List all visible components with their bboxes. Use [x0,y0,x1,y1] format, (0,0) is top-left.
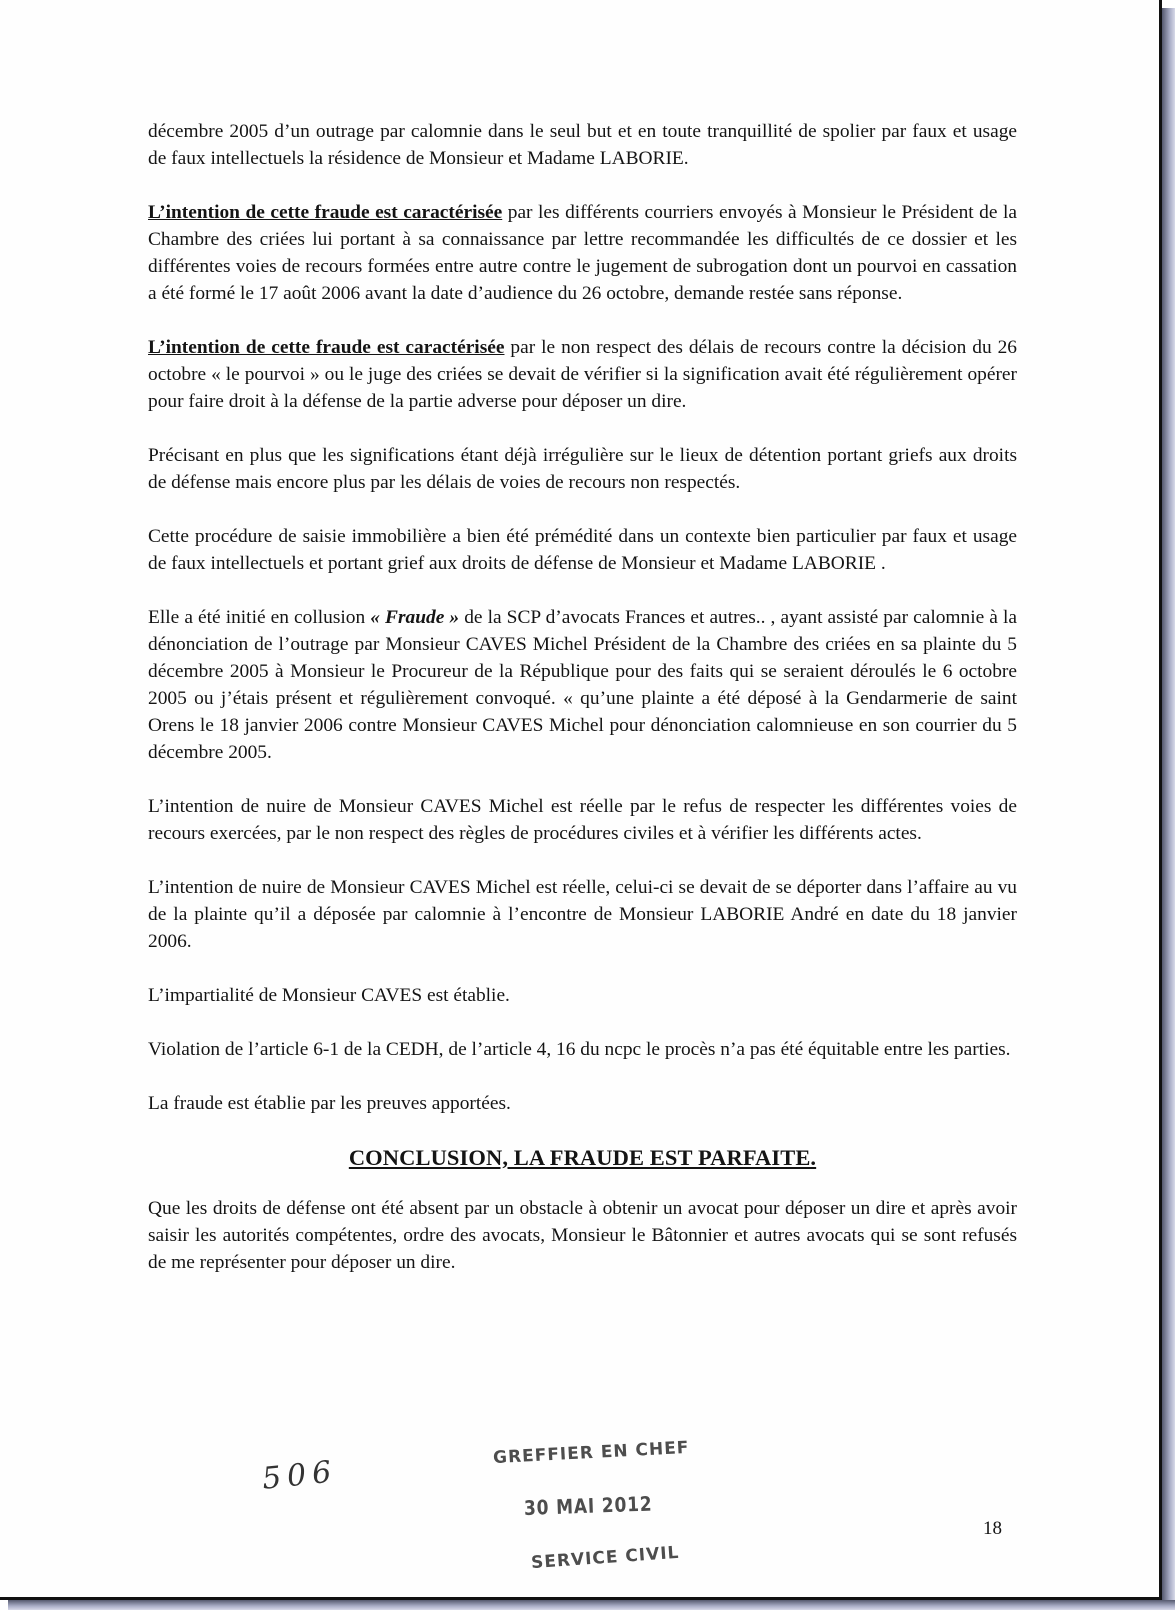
page-shadow-bottom [8,1600,1175,1610]
paragraph-4 [148,442,1017,496]
fraude-emphasis: Fraude [385,607,445,628]
paragraph-9 [148,982,1017,1009]
paragraph-text: La fraude est établie par les preuves apportées. [148,1093,511,1114]
paragraph-lead: L’intention de cette fraude est caractérisée [148,202,503,223]
paragraph-10 [148,1036,1017,1063]
paragraph-text: Précisant en plus que les significations étant déjà irrégulière sur le lieux de détention portant griefs aux droits de défense mais encore plus par les délais de voies de recours non respectés. [148,445,1017,493]
paragraph-8 [148,874,1017,955]
handwritten-annotation: 506 [260,1454,339,1497]
stamp-service: SERVICE CIVIL [530,1542,681,1574]
stamp-greffier: GREFFIER EN CHEF [492,1437,690,1469]
page-shadow-right [1162,8,1175,1610]
paragraph-text: Cette procédure de saisie immobilière a bien été prémédité dans un contexte bien particulier par faux et usage de faux intellectuels et portant grief aux droits de défense de Monsieur et Madame LABORIE . [148,526,1017,574]
page-number: 18 [983,1518,1002,1539]
paragraph-text-after: de la SCP d’avocats Frances et autres.. , ayant assisté par calomnie à la dénonciation de l’outrage par Monsieur CAVES Michel Président de la Chambre des criées en sa plainte du 5 décembre 2005 à Monsieur le Procureur de la République pour des faits qui se seraient déroulés le 6 octobre 2005 ou j’étais présent et régulièrement convoqué. « qu’une plainte a été déposé à la Gendarmerie de saint Orens le 18 janvier 2006 contre Monsieur CAVES Michel pour dénonciation calomnieuse en son courrier du 5 décembre 2005. [148,607,1017,763]
paragraph-text: L’intention de nuire de Monsieur CAVES Michel est réelle, celui-ci se devait de se déporter dans l’affaire au vu de la plainte qu’il a déposée par calomnie à l’encontre de Monsieur LABORIE André en date du 18 janvier 2006. [148,877,1017,952]
paragraph-7 [148,793,1017,847]
paragraph-1 [148,118,1017,172]
paragraph-collusion [148,604,1017,766]
paragraph-text: L’intention de nuire de Monsieur CAVES Michel est réelle par le refus de respecter les différentes voies de recours exercées, par le non respect des règles de procédures civiles et à vérifier les différents actes. [148,796,1017,844]
paragraph-text: Que les droits de défense ont été absent par un obstacle à obtenir un avocat pour déposer un dire et après avoir saisir les autorités compétentes, ordre des avocats, Monsieur le Bâtonnier et autres avocats qui se sont refusés de me représenter pour déposer un dire. [148,1198,1017,1273]
paragraph-lead: L’intention de cette fraude est caractérisée [148,337,505,358]
paragraph-text-before: Elle a été initié en collusion [148,607,371,628]
paragraph-text: L’impartialité de Monsieur CAVES est établie. [148,985,510,1006]
paragraph-2 [148,199,1017,307]
quote-close: » [444,607,460,628]
paragraph-11 [148,1090,1017,1117]
paragraph-final [148,1195,1017,1276]
conclusion-heading: CONCLUSION, LA FRAUDE EST PARFAITE. [348,1145,817,1170]
paragraph-text: Violation de l’article 6-1 de la CEDH, de l’article 4, 16 du ncpc le procès n’a pas été équitable entre les parties. [148,1039,1011,1060]
paragraph-text: décembre 2005 d’un outrage par calomnie dans le seul but et en toute tranquillité de spolier par faux et usage de faux intellectuels la résidence de Monsieur et Madame LABORIE. [148,121,1017,169]
stamp-date: 30 MAI 2012 [523,1491,653,1520]
paragraph-3 [148,334,1017,415]
quote-open: « [370,607,386,628]
document-body [148,118,1017,1276]
paragraph-text: par le non respect des délais de recours contre la décision du 26 octobre « le pourvoi » ou le juge des criées se devait de vérifier si la signification avait été régulièrement opérer pour faire droit à la défense de la partie adverse pour déposer un dire. [148,337,1017,412]
paragraph-text: par les différents courriers envoyés à Monsieur le Président de la Chambre des criées lui portant à sa connaissance par lettre recommandée les difficultés de ce dossier et les différentes voies de recours formées entre autre contre le jugement de subrogation dont un pourvoi en cassation a été formé le 17 août 2006 avant la date d’audience du 26 octobre, demande restée sans réponse. [148,202,1017,304]
paragraph-5 [148,523,1017,577]
